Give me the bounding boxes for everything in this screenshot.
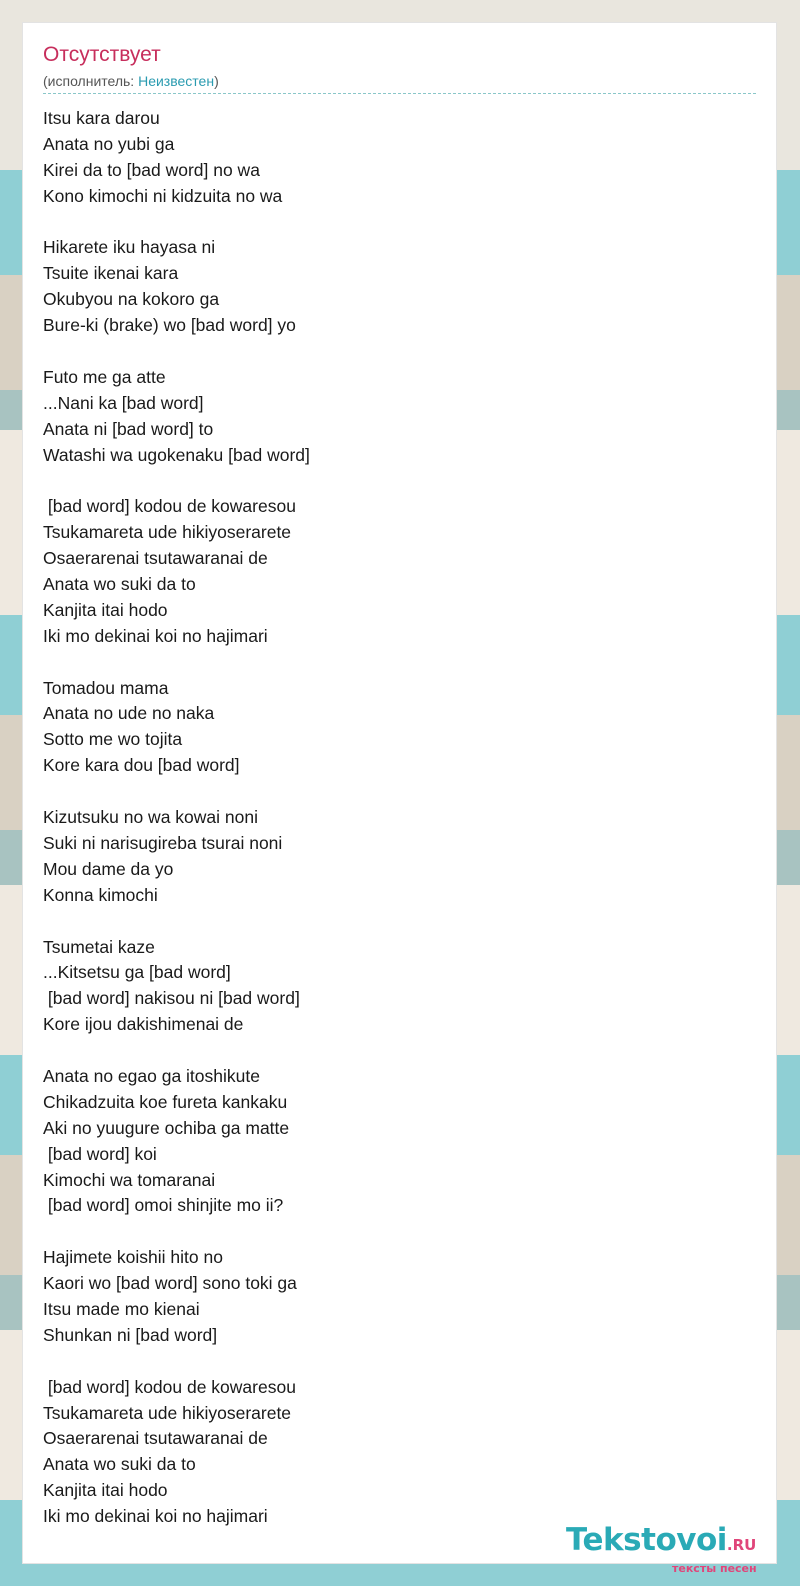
lyric-line: Kirei da to [bad word] no wa (43, 159, 260, 180)
lyric-line: Bure-ki (brake) wo [bad word] yo (43, 315, 296, 336)
lyric-line: ...Kitsetsu ga [bad word] (43, 962, 231, 983)
lyric-line: [bad word] koi (43, 1143, 157, 1164)
artist-link[interactable]: Неизвестен (138, 73, 215, 89)
lyric-line: Kimochi wa tomaranai (43, 1169, 216, 1190)
lyric-line: Kanjita itai hodo (43, 599, 168, 620)
lyric-line: Hikarete iku hayasa ni (43, 237, 216, 258)
lyric-line: Kono kimochi ni kidzuita no wa (43, 185, 283, 206)
artist-suffix: ) (214, 73, 219, 89)
lyric-line: Kore kara dou [bad word] (43, 755, 240, 776)
lyric-line: Anata no egao ga itoshikute (43, 1065, 260, 1086)
lyric-line: Anata no ude no naka (43, 703, 215, 724)
site-logo[interactable] (566, 1522, 756, 1558)
title-divider (43, 93, 756, 94)
lyric-line: Watashi wa ugokenaku [bad word] (43, 444, 310, 465)
lyric-line: Anata wo suki da to (43, 1454, 196, 1475)
lyric-line: Kore ijou dakishimenai de (43, 1014, 244, 1035)
lyric-line (43, 1038, 743, 1064)
lyric-line: Iki mo dekinai koi no hajimari (43, 625, 268, 646)
lyric-line (43, 650, 743, 676)
lyric-line: [bad word] kodou de kowaresou (43, 1376, 296, 1397)
lyric-line: Okubyou na kokoro ga (43, 289, 220, 310)
lyric-line: Kaori wo [bad word] sono toki ga (43, 1273, 297, 1294)
lyric-line: Kizutsuku no wa kowai noni (43, 807, 258, 828)
lyric-line: Iki mo dekinai koi no hajimari (43, 1506, 268, 1527)
lyric-line: Osaerarenai tsutawaranai de (43, 1428, 268, 1449)
lyric-line: Aki no yuugure ochiba ga matte (43, 1117, 290, 1138)
artist-line (43, 73, 219, 89)
logo-name: Tekstovoi (566, 1522, 727, 1558)
lyric-line: Osaerarenai tsutawaranai de (43, 548, 268, 569)
lyric-line: [bad word] kodou de kowaresou (43, 496, 296, 517)
lyric-line: Tsuite ikenai kara (43, 263, 179, 284)
logo-tagline: тексты песен (672, 1562, 757, 1575)
lyric-line: [bad word] omoi shinjite mo ii? (43, 1195, 284, 1216)
song-title: Отсутствует (43, 43, 161, 66)
lyric-line (43, 1349, 743, 1375)
lyric-line: Anata ni [bad word] to (43, 418, 214, 439)
artist-prefix: (исполнитель: (43, 73, 139, 89)
lyric-line: [bad word] nakisou ni [bad word] (43, 988, 300, 1009)
lyric-line: Konna kimochi (43, 884, 158, 905)
lyric-line (43, 779, 743, 805)
lyric-line: Anata wo suki da to (43, 574, 196, 595)
lyric-line: Sotto me wo tojita (43, 729, 183, 750)
lyric-line: Suki ni narisugireba tsurai noni (43, 832, 283, 853)
lyric-line (43, 210, 743, 236)
lyric-line: Anata no yubi ga (43, 133, 175, 154)
lyric-line (43, 909, 743, 935)
lyric-line (43, 1219, 743, 1245)
lyric-line: Itsu made mo kienai (43, 1298, 200, 1319)
lyric-line: Shunkan ni [bad word] (43, 1324, 218, 1345)
lyric-line: Itsu kara darou (43, 108, 160, 128)
lyric-line (43, 468, 743, 494)
lyrics-card (22, 22, 777, 1564)
lyric-line: Mou dame da yo (43, 858, 174, 879)
lyric-line: Chikadzuita koe fureta kankaku (43, 1091, 288, 1112)
lyric-line: Tsumetai kaze (43, 936, 155, 957)
lyric-line: Hajimete koishii hito no (43, 1247, 223, 1268)
logo-tld: .RU (726, 1536, 757, 1554)
lyric-line: ...Nani ka [bad word] (43, 392, 204, 413)
lyric-line: Tomadou mama (43, 677, 169, 698)
lyric-line: Tsukamareta ude hikiyoserarete (43, 522, 292, 543)
lyric-line: Futo me ga atte (43, 366, 166, 387)
lyric-line (43, 339, 743, 365)
lyrics-body (43, 106, 743, 1530)
lyric-line: Kanjita itai hodo (43, 1480, 168, 1501)
lyric-line: Tsukamareta ude hikiyoserarete (43, 1402, 292, 1423)
